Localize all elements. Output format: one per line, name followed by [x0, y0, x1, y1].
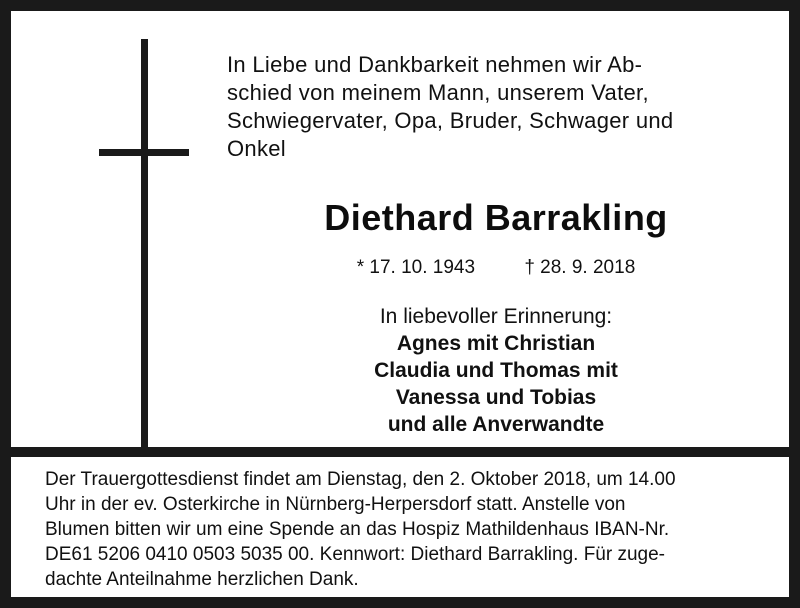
intro-line-1: In Liebe und Dankbarkeit nehmen wir Ab-	[227, 52, 643, 77]
intro-line-3: Schwiegervater, Opa, Bruder, Schwager und	[227, 108, 674, 133]
life-dates	[211, 257, 781, 279]
family-line-3: Vanessa und Tobias	[395, 386, 597, 409]
death-date: † 28. 9. 2018	[524, 257, 636, 278]
family-line-1: Agnes mit Christian	[396, 332, 596, 355]
cross-horizontal-bar	[99, 149, 189, 156]
intro-text	[227, 51, 757, 163]
memory-heading: In liebevoller Erinnerung:	[379, 305, 613, 328]
intro-line-2: schied von meinem Mann, unserem Vater,	[227, 80, 649, 105]
christian-cross-icon	[99, 39, 189, 449]
service-line-3: Blumen bitten wir um eine Spende an das Hospiz Mathildenhaus IBAN-Nr.	[45, 519, 670, 540]
family-line-2: Claudia und Thomas mit	[374, 359, 618, 382]
birth-date: * 17. 10. 1943	[356, 257, 476, 278]
service-line-1: Der Trauergottesdienst findet am Dienstag, den 2. Oktober 2018, um 14.00	[45, 469, 676, 490]
notice-body	[11, 11, 789, 597]
deceased-name: Diethard Barrakling	[324, 197, 668, 238]
service-details	[45, 467, 761, 592]
family-line-4: und alle Anverwandte	[387, 413, 605, 436]
service-line-4: DE61 5206 0410 0503 5035 00. Kennwort: Diethard Barrakling. Für zuge-	[45, 544, 666, 565]
service-line-2: Uhr in der ev. Osterkirche in Nürnberg-Herpersdorf statt. Anstelle von	[45, 494, 626, 515]
memory-block	[211, 303, 781, 438]
intro-line-4: Onkel	[227, 136, 286, 161]
service-line-5: dachte Anteilnahme herzlichen Dank.	[45, 569, 359, 590]
cross-vertical-bar	[141, 39, 148, 449]
section-divider	[11, 447, 789, 457]
